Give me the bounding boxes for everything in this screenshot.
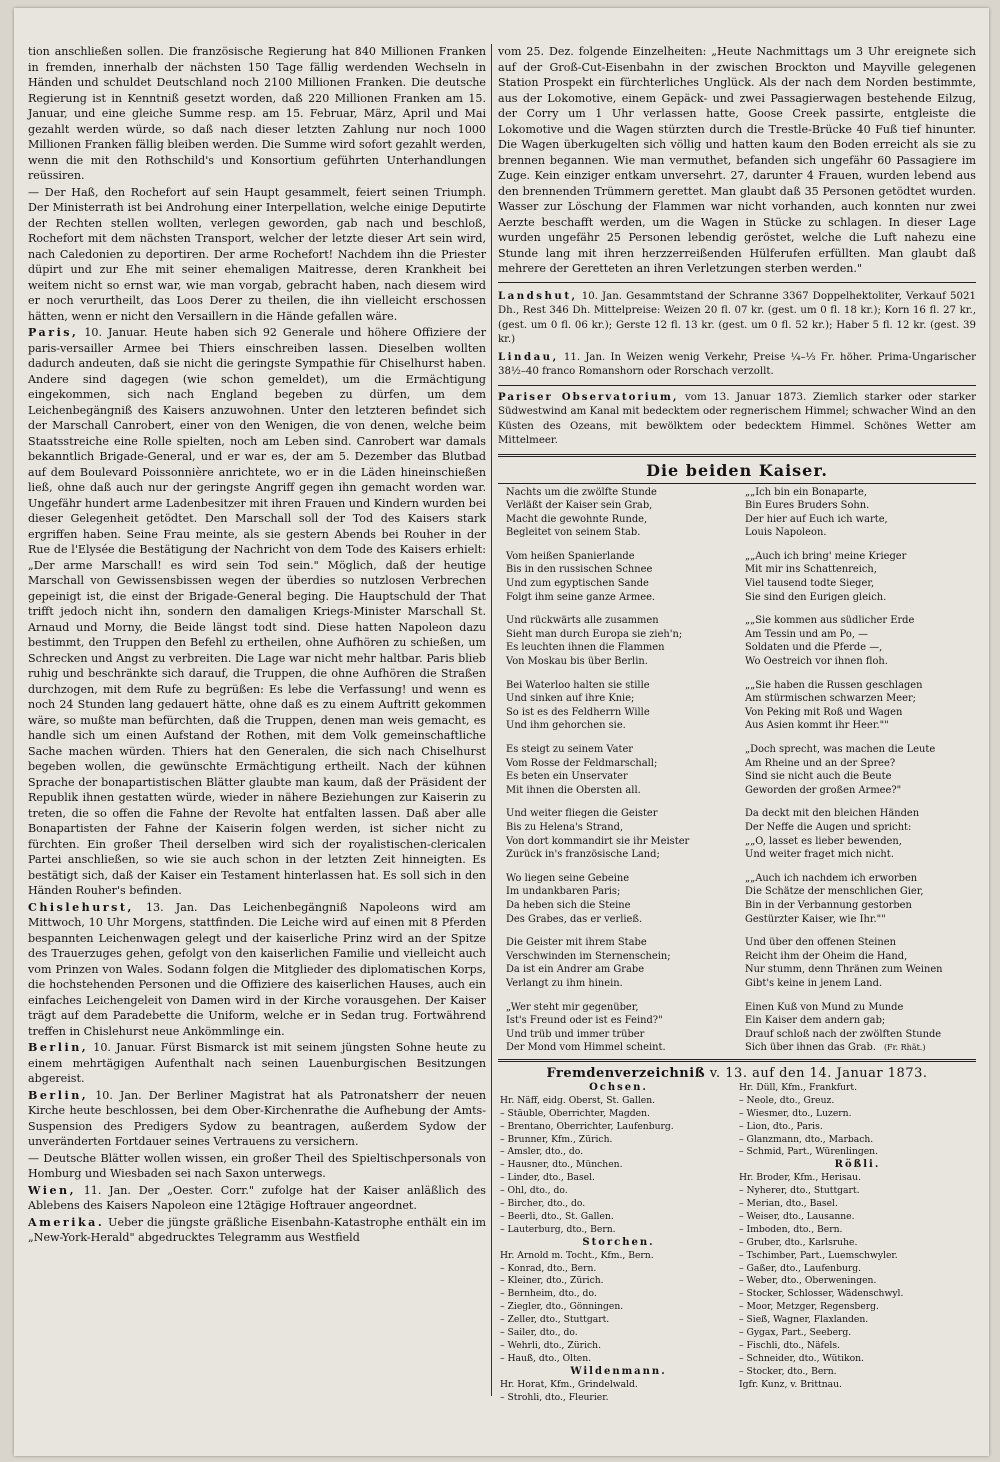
- guest-entry: – Lion, dto., Paris.: [739, 1120, 823, 1132]
- guest-entry: – Kleiner, dto., Zürich.: [500, 1275, 604, 1287]
- guest-entry: – Ziegler, dto., Gönningen.: [500, 1301, 624, 1313]
- poem-line: Ist's Freund oder ist es Feind?": [506, 1015, 663, 1027]
- dateline-lindau: Lindau,: [498, 350, 559, 363]
- poem-stanza: [745, 550, 976, 604]
- poem-line: Die Geister mit ihrem Stabe: [506, 937, 647, 949]
- poem-line: Sie sind den Eurigen gleich.: [745, 591, 887, 603]
- dateline-berlin-1: Berlin,: [28, 1041, 89, 1054]
- poem-line: Zurück in's französische Land;: [506, 849, 660, 861]
- guest-entry: – Linder, dto., Basel.: [500, 1172, 595, 1184]
- guest-entry: – Neole, dto., Greuz.: [739, 1094, 835, 1106]
- guest-entry: – Lauterburg, dto., Bern.: [500, 1223, 616, 1235]
- poem-stanza: [506, 679, 737, 733]
- guest-list-left: [498, 1082, 737, 1405]
- guest-entry: – Amsler, dto., do.: [500, 1146, 584, 1158]
- section-rule: [498, 282, 976, 283]
- poem-line: Nur stumm, denn Thränen zum Weinen: [745, 964, 943, 976]
- poem-line: Es steigt zu seinem Vater: [506, 744, 634, 755]
- poem-stanza: [506, 550, 737, 604]
- guest-entry: – Konrad, dto., Bern.: [500, 1262, 597, 1274]
- newspaper-page: [14, 8, 989, 1456]
- guest-list-title: [498, 1066, 976, 1081]
- poem-line: Und sinken auf ihre Knie;: [506, 693, 635, 705]
- poem-line: Die Schätze der menschlichen Gier,: [745, 886, 924, 898]
- guest-entry: – Tschimber, Part., Luemschwyler.: [739, 1249, 898, 1261]
- poem-line: So ist es des Feldherrn Wille: [506, 706, 650, 718]
- article-rochefort: — Der Haß, den Rochefort auf sein Haupt gesammelt, feiert seinen Triumph. Der Ministerrath ist bei Androhung einer Interpellation, welche einige Deputirte der Rechten stellen wollten, verlegen geworden, gab nach und beschloß, Rochefort mit dem nächsten Transport, welcher der letzte dieser Art sein wird, nach Caledonien zu deportiren. Der arme Rochefort! Nachdem ihn die Priester düpirt und zur Ehe mit seiner ehemaligen Maitresse, deren Krankheit bei weitem nicht so ernst war, wie man vorgab, gebracht haben, nach diesem wird er noch verurtheilt, das Loos Derer zu theilen, die ihn vielleicht erschossen hätten, wenn er nicht den Versaillern in die Hände gefallen wäre.: [28, 185, 486, 323]
- guest-entry: – Stocker, Schlosser, Wädenschwyl.: [739, 1288, 904, 1300]
- poem-line: Und rückwärts alle zusammen: [506, 615, 659, 627]
- guest-entry: Hr. Düll, Kfm., Frankfurt.: [739, 1081, 858, 1093]
- guest-entry: – Glanzmann, dto., Marbach.: [739, 1133, 874, 1145]
- poem-line: Sieht man durch Europa sie zieh'n;: [506, 628, 683, 640]
- poem-line: Verlangt zu ihm hinein.: [506, 977, 623, 989]
- poem-line: Des Grabes, das er verließ.: [506, 913, 643, 925]
- article-berlin-magistrat: [28, 1088, 486, 1150]
- poem-line: Verläßt der Kaiser sein Grab,: [506, 500, 653, 512]
- article-wien: [28, 1183, 486, 1214]
- hotel-heading: Storchen.: [582, 1236, 655, 1248]
- article-berlin-magistrat-text: 10. Jan. Der Berliner Magistrat hat als Patronatsherr der neuen Kirche heute beschlossen, bei dem Ober-Kirchenrathe die Aufhebung der Amts-Suspension des Predigers Sydow zu beantragen, außerdem Sydow der unveränderten Fortdauer seines Vertrauens zu versichern.: [28, 1088, 486, 1148]
- dateline-paris: Paris,: [28, 326, 79, 339]
- poem-stanza: [745, 743, 976, 797]
- poem-line: Vom Rosse der Feldmarschall;: [506, 757, 658, 769]
- guest-entry: – Zeller, dto., Stuttgart.: [500, 1314, 610, 1326]
- weather-report: [498, 390, 976, 449]
- guest-entry: – Sailer, dto., do.: [500, 1327, 578, 1339]
- article-france-payments: tion anschließen sollen. Die französische Regierung hat 840 Millionen Franken in fremden, innerhalb der nächsten 150 Tage fällig werdenden Wechseln in Händen und schuldet Deutschland noch 2100 Millionen Franken. Die deutsche Regierung ist in Kenntniß gesetzt worden, daß 220 Millionen Franken am 15. Januar, und eine gleiche Summe resp. am 15. Februar, März, April und Mai gezahlt werden würde, so daß nach dieser letzten Zahlung nur noch 1000 Millionen Franken fällig bleiben werden. Die Summe wird sofort gezahlt werden, wenn die mit den Rothschild's und Konsortium geführten Unterhandlungen reüssiren.: [28, 45, 486, 182]
- guest-entry: – Gaßer, dto., Laufenburg.: [739, 1262, 862, 1274]
- poem-line: Aus Asien kommt ihr Heer."": [745, 720, 889, 732]
- poem-line: Und trüb und immer trüber: [506, 1028, 645, 1040]
- guest-entry: – Moor, Metzger, Regensberg.: [739, 1301, 879, 1313]
- poem-stanza: [506, 743, 737, 797]
- dateline-amerika: Amerika.: [28, 1215, 105, 1229]
- poem-line: Von Peking mit Roß und Wagen: [745, 706, 903, 718]
- left-column: [28, 44, 486, 1394]
- guest-entry: Hr. Arnold m. Tocht., Kfm., Bern.: [500, 1249, 654, 1261]
- guest-entry: – Gruber, dto., Karlsruhe.: [739, 1236, 858, 1248]
- poem-stanza: [745, 807, 976, 861]
- poem-line: Drauf schloß nach der zwölften Stunde: [745, 1028, 942, 1040]
- hotel-heading: Rößli.: [834, 1159, 881, 1171]
- poem-line: Vom heißen Spanierlande: [506, 550, 635, 562]
- poem-line: Sich über ihnen das Grab. (Fr. Rhät.): [745, 1042, 926, 1054]
- poem-line: Bei Waterloo halten sie stille: [506, 679, 650, 691]
- guest-entry: – Stocker, dto., Bern.: [739, 1365, 837, 1377]
- guest-entry: – Schneider, dto., Wütikon.: [739, 1352, 864, 1364]
- dateline-chislehurst: Chislehurst,: [28, 900, 134, 914]
- poem-line: „„Sie haben die Russen geschlagen: [745, 679, 923, 691]
- poem-line: „Wer steht mir gegenüber,: [506, 1001, 639, 1013]
- guest-entry: – Merian, dto., Basel.: [739, 1198, 838, 1210]
- guest-entry: Hr. Horat, Kfm., Grindelwald.: [500, 1378, 638, 1390]
- poem-line: Es leuchten ihnen die Flammen: [506, 642, 665, 654]
- poem-line: Da heben sich die Steine: [506, 899, 631, 911]
- poem-line: „„Ich bin ein Bonaparte,: [745, 486, 867, 498]
- poem-line: „Doch sprecht, was machen die Leute: [745, 744, 936, 755]
- market-lindau: [498, 350, 976, 380]
- poem-stanza: [506, 486, 737, 540]
- poem-line: „„Sie kommen aus südlicher Erde: [745, 615, 915, 627]
- poem: [498, 486, 976, 1065]
- poem-line: Der hier auf Euch ich warte,: [745, 513, 888, 525]
- guest-entry: – Bircher, dto., do.: [500, 1198, 586, 1210]
- poem-line: Wo Oestreich vor ihnen floh.: [745, 656, 888, 668]
- poem-line: Bis zu Helena's Strand,: [506, 821, 624, 833]
- poem-stanza: [506, 614, 737, 668]
- poem-stanza: [745, 872, 976, 926]
- poem-line: Der Neffe die Augen und spricht:: [745, 821, 912, 833]
- guest-entry: – Hauß, dto., Olten.: [500, 1352, 592, 1364]
- market-lindau-text: 11. Jan. In Weizen wenig Verkehr, Preise ¼–⅓ Fr. höher. Prima-Ungarischer 38½–40 franco Romanshorn oder Rorschach verzollt.: [498, 351, 976, 377]
- poem-stanza: [745, 1001, 976, 1055]
- article-paris: [28, 325, 486, 899]
- guest-entry: – Beerli, dto., St. Gallen.: [500, 1210, 614, 1222]
- poem-line: Und weiter fliegen die Geister: [506, 808, 658, 820]
- article-amerika: [28, 1215, 486, 1246]
- poem-line: Nachts um die zwölfte Stunde: [506, 486, 657, 498]
- poem-line: Louis Napoleon.: [745, 527, 827, 539]
- poem-stanza: [506, 936, 737, 990]
- poem-line: Gibt's keine in jenem Land.: [745, 977, 883, 989]
- poem-line: Da deckt mit den bleichen Händen: [745, 808, 920, 820]
- poem-line: Soldaten und die Pferde —,: [745, 642, 883, 654]
- poem-right-column: [737, 486, 976, 1065]
- column-divider: [491, 44, 492, 1396]
- poem-line: Im undankbaren Paris;: [506, 886, 621, 898]
- hotel-heading: Wildenmann.: [570, 1365, 667, 1377]
- poem-line: Bin in der Verbannung gestorben: [745, 899, 912, 911]
- poem-line: „„Auch ich bring' meine Krieger: [745, 550, 907, 562]
- guest-entry: Hr. Broder, Kfm., Herisau.: [739, 1172, 861, 1184]
- article-railway-disaster: vom 25. Dez. folgende Einzelheiten: „Heute Nachmittags um 3 Uhr ereignete sich auf der Groß-Cut-Eisenbahn in der zwischen Brockton und Mayville gelegenen Station Prospekt ein fürchterliches Unglück. Als der nach dem Norden bestimmte, aus der Lokomotive, einem Gepäck- und zwei Passagierwagen bestehende Eilzug, der Corry um 1 Uhr verlassen hatte, Goose Creek passirte, entgleiste die Lokomotive und die Wagen stürzten durch die Trestle-Brücke 40 Fuß tief hinunter. Die Wagen überkugelten sich völlig und hatten kaum den Boden erreicht als sie zu brennen begannen. Wie man vermuthet, befanden sich ungefähr 60 Passagiere im Zuge. Kein einziger entkam unversehrt. 27, darunter 4 Frauen, wurden lebend aus den brennenden Trümmern gerettet. Man glaubt daß 35 Personen getödtet wurden. Wasser zur Löschung der Flammen war nicht vorhanden, auch konnten nur zwei Aerzte beschafft werden, um die Wagen in Stücke zu schlagen. In dieser Lage wurden ungefähr 25 Personen lebendig geröstet, welche die Luft nahezu eine Stunde lang mit ihren herzzerreißenden Hülferufen erfüllten. Man glaubt daß mehrere der Geretteten an ihren Verletzungen sterben werden.": [498, 45, 976, 275]
- poem-line: Einen Kuß von Mund zu Munde: [745, 1001, 904, 1013]
- poem-source: (Fr. Rhät.): [883, 1043, 926, 1053]
- guest-entry: – Strohli, dto., Fleurier.: [500, 1391, 609, 1403]
- poem-line: Von dort kommandirt sie ihr Meister: [506, 835, 690, 847]
- article-wien-text: 11. Jan. Der „Oester. Corr." zufolge hat der Kaiser anläßlich des Ablebens des Kaisers Napoleon eine 12tägige Hoftrauer angeordnet.: [28, 1183, 486, 1212]
- poem-stanza: [506, 807, 737, 861]
- guest-entry: – Nyherer, dto., Stuttgart.: [739, 1185, 860, 1197]
- poem-line: Mit mir ins Schattenreich,: [745, 564, 877, 576]
- guest-entry: – Sieß, Wagner, Flaxlanden.: [739, 1314, 869, 1326]
- poem-title: Die beiden Kaiser.: [498, 461, 976, 484]
- poem-line: Am stürmischen schwarzen Meer;: [745, 693, 916, 705]
- guest-entry: – Weiser, dto., Lausanne.: [739, 1210, 855, 1222]
- guest-entry: – Ohl, dto., do.: [500, 1185, 568, 1197]
- poem-line: Und zum egyptischen Sande: [506, 578, 649, 590]
- poem-line: Von Moskau bis über Berlin.: [506, 656, 648, 668]
- guest-entry: – Gygax, Part., Seeberg.: [739, 1327, 852, 1339]
- poem-line: Folgt ihm seine ganze Armee.: [506, 591, 656, 603]
- poem-stanza: [506, 1001, 737, 1055]
- poem-stanza: [745, 936, 976, 990]
- poem-line: Mit ihnen die Obersten all.: [506, 784, 641, 796]
- article-chislehurst-text: 13. Jan. Das Leichenbegängniß Napoleons wird am Mittwoch, 10 Uhr Morgens, stattfinden. Die Leiche wird auf einen mit 8 Pferden bespannten Leichenwagen gelegt und der kaiserliche Prinz wird an der Spitze des Trauerzuges gehen, gefolgt von den kaiserlichen Familie und vielleicht auch vom Prinzen von Wales. Sodann folgen die Mitglieder des diplomatischen Korps, die hochstehenden Personen und die Offiziere des kaiserlichen Hauses, auch ein einfaches Leichengeleit von Damen wird in der Kirche vorausgehen. Der Kaiser trägt auf dem Paradebette die Uniform, welche er in Sedan trug. Fortwährend treffen in Chislehurst neue Ankömmlinge ein.: [28, 900, 486, 1038]
- poem-line: Bin Eures Bruders Sohn.: [745, 500, 870, 512]
- guest-entry: – Imboden, dto., Bern.: [739, 1223, 843, 1235]
- poem-line: Der Mond vom Himmel scheint.: [506, 1042, 666, 1054]
- poem-line: Am Tessin und am Po, —: [745, 628, 869, 640]
- article-berlin-bismarck-text: 10. Januar. Fürst Bismarck ist mit seinem jüngsten Sohne heute zu einem mehrtägigen Aufenthalt nach seinen Lauenburgischen Besitzungen abgereist.: [28, 1041, 486, 1085]
- weather-report-title: Pariser Observatorium,: [498, 390, 679, 403]
- article-spieltisch: — Deutsche Blätter wollen wissen, ein großer Theil des Spieltischpersonals von Homburg und Wiesbaden sei nach Saxon unterwegs.: [28, 1151, 486, 1180]
- guest-entry: – Schmid, Part., Würenlingen.: [739, 1146, 879, 1158]
- poem-stanza: [745, 614, 976, 668]
- poem-line: Da ist ein Andrer am Grabe: [506, 964, 645, 976]
- guest-entry: Hr. Näff, eidg. Oberst, St. Gallen.: [500, 1094, 656, 1106]
- poem-line: Am Rheine und an der Spree?: [745, 757, 896, 769]
- guest-list-heading: Fremdenverzeichniß: [546, 1065, 706, 1081]
- poem-line: Und über den offenen Steinen: [745, 937, 896, 949]
- poem-line: „„Auch ich nachdem ich erworben: [745, 872, 918, 884]
- guest-list-date: v. 13. auf den 14. Januar 1873.: [705, 1065, 928, 1081]
- guest-list-right: [737, 1082, 976, 1405]
- poem-line: Macht die gewohnte Runde,: [506, 513, 648, 525]
- dateline-wien: Wien,: [28, 1183, 76, 1197]
- poem-stanza: [745, 679, 976, 733]
- poem-line: Bis in den russischen Schnee: [506, 564, 653, 576]
- guest-entry: – Wehrli, dto., Zürich.: [500, 1340, 601, 1351]
- dateline-landshut: Landshut,: [498, 289, 578, 302]
- poem-line: Geworden der großen Armee?": [745, 784, 902, 796]
- article-chislehurst: [28, 900, 486, 1040]
- guest-entry: – Hausner, dto., München.: [500, 1159, 623, 1171]
- hotel-heading: Ochsen.: [589, 1081, 648, 1093]
- guest-entry: – Stäuble, Oberrichter, Magden.: [500, 1107, 650, 1119]
- poem-stanza: [506, 872, 737, 926]
- dateline-berlin-2: Berlin,: [28, 1088, 89, 1102]
- poem-line: Ein Kaiser dem andern gab;: [745, 1015, 886, 1027]
- guest-list: [498, 1082, 976, 1405]
- section-rule: [498, 385, 976, 386]
- poem-line: Es beten ein Unservater: [506, 771, 628, 783]
- article-paris-text: 10. Januar. Heute haben sich 92 Generale und höhere Offiziere der paris-versailler Armee bei Thiers einschreiben lassen. Dieselben wollten dadurch andeuten, daß sie nicht die geringste Sympathie für Chiselhurst haben. Andere sind dagegen (wie schon gemeldet), um die Ermächtigung eingekommen, sich nach England begeben zu dürfen, um dem Leichenbegängniß des Kaisers anzuwohnen. Unter den letzteren befindet sich der Marschall Canrobert, einer von den Wenigen, die von denen, welche beim Staatsstreiche eine Rolle spielten, noch am Leben sind. Canrobert war damals bekanntlich Brigade-General, und er war es, der am 5. Dezember das Blutbad auf dem Boulevard Poissonnière anrichtete, wo er in die Läden hineinschießen ließ, ohne daß auch nur der geringste Angriff gegen ihn gemacht worden war. Ungefähr hundert arme Ladenbesitzer mit ihren Frauen und Kindern wurden bei dieser Gelegenheit getödtet. Den Marschall soll der Tod des Kaisers stark ergriffen haben. Seine Frau meinte, als sie gestern Abends bei Rouher in der Rue de l'Elysée die Bestätigung der Nachricht von dem Tode des Kaisers erhielt: „Der arme Marschall! es wird sein Tod sein." Möglich, daß der heutige Marschall von Gewissensbissen wegen der überdies so nutzlosen Verbrechen gepeinigt ist, die einst der Brigade-General beging. Die Hauptschuld der That trifft jedoch nicht ihn, sondern den damaligen Kriegs-Minister Marschall St. Arnaud und Morny, die Beide längst todt sind. Diese hatten Napoleon dazu bestimmt, den Truppen den Befehl zu ertheilen, ohne Aufhören zu schießen, um Schrecken und Angst zu verbreiten. Die Lage war nicht mehr haltbar. Paris blieb ruhig und beschränkte sich darauf, die Truppen, die ohne Aufhören die Straßen durchzogen, mit dem Rufe zu begrüßen: Es lebe die Verfassung! und wenn es noch 24 Stunden lang gedauert hätte, ohne daß es zu einem Auftritt gekommen wäre, so mußte man befürchten, daß die Truppen, denen man weis gemacht, es handle sich um einen Aufstand der Rothen, mit dem Volk gemeinschaftliche Sache machen würden. Thiers hat den Generalen, die sich nach Chiselhurst begeben wollen, die gewünschte Ermächtigung ertheilt. Nach der kühnen Sprache der bonapartistischen Blätter glaubte man kaum, daß der Präsident der Republik ihnen gestatten würde, wieder in nähere Beziehungen zur Kaiserin zu treten, die so offen die Fahne der Revolte hat entfalten lassen. Daß aber alle Bonapartisten der Fahne der Kaiserin folgen werden, ist sicher nicht zu fürchten. Ein großer Theil derselben wird sich der royalistischen-clericalen Partei anschließen, so wie sie auch schon in der letzten Zeit hinneigten. Es bestätigt sich, daß der Kaiser ein Testament hinterlassen hat. Es soll sich in den Händen Rouher's befinden.: [28, 326, 486, 897]
- section-rule: [498, 454, 976, 457]
- guest-entry: – Weber, dto., Oberweningen.: [739, 1275, 877, 1287]
- guest-entry: – Brentano, Oberrichter, Laufenburg.: [500, 1120, 674, 1132]
- poem-line: Begleitet von seinem Stab.: [506, 527, 641, 539]
- guest-entry: – Bernheim, dto., do.: [500, 1288, 597, 1300]
- poem-line: Sind sie nicht auch die Beute: [745, 771, 892, 783]
- guest-entry: Igfr. Kunz, v. Brittnau.: [739, 1378, 842, 1390]
- poem-line: Und ihm gehorchen sie.: [506, 720, 626, 732]
- poem-stanza: [745, 486, 976, 540]
- poem-line: Gestürzter Kaiser, wie Ihr."": [745, 913, 886, 925]
- weather-report-text: vom 13. Januar 1873. Ziemlich starker oder starker Südwestwind am Kanal mit bedecktem oder regnerischem Himmel; schwacher Wind an den Küsten des Ozeans, mit bewölktem oder bedecktem Himmel. Schönes Wetter am Mittelmeer.: [498, 391, 976, 446]
- article-berlin-bismarck: [28, 1040, 486, 1087]
- poem-left-column: [498, 486, 737, 1065]
- poem-line: Verschwinden im Sternenschein;: [506, 950, 671, 962]
- article-amerika-text: Ueber die jüngste gräßliche Eisenbahn-Katastrophe enthält ein im „New-York-Herald" abgedrucktes Telegramm aus Westfield: [28, 1215, 486, 1244]
- poem-line: Und weiter fraget mich nicht.: [745, 849, 894, 861]
- market-landshut-text: 10. Jan. Gesammtstand der Schranne 3367 Doppelhektoliter, Verkauf 5021 Dh., Rest 346 Dh. Mittelpreise: Weizen 20 fl. 07 kr. (gest. um 0 fl. 18 kr.); Korn 16 fl. 27 kr., (gest. um 0 fl. 06 kr.); Gerste 12 fl. 13 kr. (gest. um 0 fl. 52 kr.); Haber 5 fl. 12 kr. (gest. 39 kr.): [498, 290, 976, 345]
- poem-line: „„O, lasset es lieber bewenden,: [745, 835, 902, 847]
- market-landshut: [498, 289, 976, 348]
- guest-entry: – Fischli, dto., Näfels.: [739, 1340, 840, 1351]
- poem-line: Viel tausend todte Sieger,: [745, 578, 875, 590]
- poem-line: Wo liegen seine Gebeine: [506, 872, 630, 884]
- poem-line: Reicht ihm der Oheim die Hand,: [745, 950, 908, 962]
- guest-entry: – Wiesmer, dto., Luzern.: [739, 1107, 852, 1119]
- guest-entry: – Brunner, Kfm., Zürich.: [500, 1133, 613, 1145]
- right-column: [498, 44, 976, 1403]
